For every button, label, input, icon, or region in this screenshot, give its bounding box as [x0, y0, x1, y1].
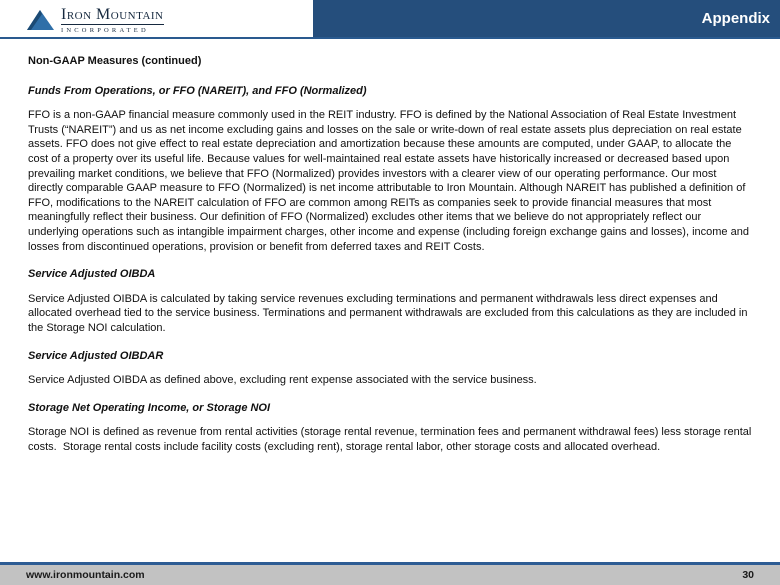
- logo-incorporated-label: INCORPORATED: [61, 27, 149, 34]
- section-storage-noi: [28, 401, 754, 455]
- section-heading: Service Adjusted OIBDAR: [28, 349, 164, 362]
- section-heading: Service Adjusted OIBDA: [28, 268, 156, 281]
- slide-body: [28, 54, 754, 467]
- section-paragraph: Storage NOI is defined as revenue from rental activities (storage rental revenue, termination fees and permanent withdrawal fees) less storage rental costs. Storage rental costs include facility costs (excluding rent), storage rental labor, other storage costs and allocated overhead.: [28, 426, 755, 453]
- section-service-adjusted-oibdar: [28, 349, 754, 388]
- section-paragraph: FFO is a non-GAAP financial measure commonly used in the REIT industry. FFO is defined by the National Association of Real Estate Investment Trusts (“NAREIT”) and us as net income excluding gains and losses on the sale or write-down of real estate assets plus depreciation on real estate assets. FFO does not give effect to real estate depreciation and amortization because these amounts are computed, under GAAP, to allocate the cost of a property over its useful life. Because values for well-maintained real estate assets have historically increased or decreased based upon prevailing market conditions, we believe that FFO (Normalized) provides investors with a clearer view of our operating performance. Our most directly comparable GAAP measure to FFO (Normalized) is net income attributable to Iron Mountain. Although NAREIT has published a definition of FFO, modifications to the NAREIT calculation of FFO are common among REITs as companies seek to provide financial measures that most meaningfully reflect their business. Our definition of FFO (Normalized) excludes other items that we believe do not appropriately reflect our underlying operations such as intangible impairment charges, other income and expense (including foreign exchange gains and losses), income and losses from discontinued operations, provision or benefit from deferred taxes and REIT Costs.: [28, 109, 752, 253]
- logo-text: [61, 6, 164, 34]
- mountain-triangle-icon: [27, 9, 54, 35]
- section-service-adjusted-oibda: [28, 267, 754, 335]
- section-paragraph: Service Adjusted OIBDA is calculated by taking service revenues excluding terminations and permanent withdrawals less direct expenses and allocated overhead tied to the service business. Terminations and permanent withdrawals are excluded from this calculations as they are included in the Storage NOI calculation.: [28, 292, 751, 334]
- logo-company-name: Iron Mountain: [61, 6, 164, 23]
- footer-website: www.ironmountain.com: [26, 569, 145, 581]
- page-number: 30: [742, 569, 754, 581]
- section-heading: Storage Net Operating Income, or Storage NOI: [28, 401, 271, 414]
- appendix-banner: [313, 0, 780, 37]
- slide-subtitle: Non-GAAP Measures (continued): [28, 55, 202, 67]
- slide-header: [0, 0, 780, 40]
- appendix-label: Appendix: [701, 10, 770, 27]
- section-ffo: [28, 84, 754, 255]
- footer-bar: [0, 565, 780, 585]
- section-heading: Funds From Operations, or FFO (NAREIT), and FFO (Normalized): [28, 84, 367, 97]
- header-divider: [0, 37, 780, 39]
- section-paragraph: Service Adjusted OIBDA as defined above, excluding rent expense associated with the service business.: [28, 374, 537, 387]
- company-logo: [27, 6, 164, 35]
